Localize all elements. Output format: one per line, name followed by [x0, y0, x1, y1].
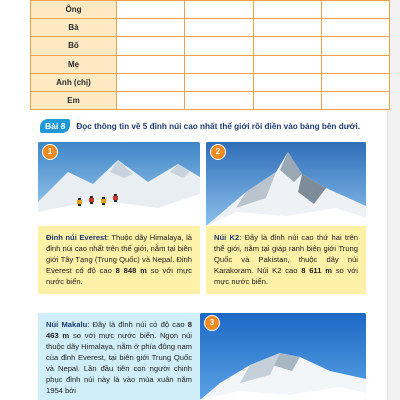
- answer-cell[interactable]: [321, 73, 389, 91]
- makalu-text-before: : Đây là đỉnh núi có độ cao: [87, 320, 188, 329]
- makalu-number-badge: 3: [204, 315, 220, 331]
- answer-cell[interactable]: [117, 73, 185, 91]
- answer-cell[interactable]: [185, 55, 253, 73]
- answer-cell[interactable]: [185, 73, 253, 91]
- answer-cell[interactable]: [117, 1, 185, 19]
- k2-name: Núi K2: [214, 233, 240, 242]
- everest-text-after: so với mực nước biển.: [46, 266, 192, 286]
- family-member-label: Ông: [31, 1, 117, 19]
- k2-description: [206, 226, 366, 294]
- exercise-heading: [40, 118, 390, 134]
- answer-cell[interactable]: [117, 19, 185, 37]
- answer-cell[interactable]: [321, 91, 389, 109]
- everest-description: [38, 226, 200, 294]
- answer-cell[interactable]: [253, 91, 321, 109]
- answer-cell[interactable]: [185, 37, 253, 55]
- answer-cell[interactable]: [253, 19, 321, 37]
- answer-cell[interactable]: [321, 55, 389, 73]
- family-table-row: [31, 73, 390, 91]
- makalu-photo: [200, 313, 366, 400]
- k2-photo: [206, 142, 366, 226]
- family-member-label: Bố: [31, 37, 117, 55]
- makalu-name: Núi Makalu: [46, 320, 88, 329]
- everest-number-badge: 1: [42, 144, 58, 160]
- family-member-label: Bà: [31, 19, 117, 37]
- answer-cell[interactable]: [253, 55, 321, 73]
- everest-height: 8 848 m: [115, 266, 147, 275]
- makalu-description: [38, 313, 200, 400]
- answer-cell[interactable]: [253, 37, 321, 55]
- answer-cell[interactable]: [253, 1, 321, 19]
- exercise-instruction: Đọc thông tin về 5 đỉnh núi cao nhất thế giới rồi điền vào bảng bên dưới.: [76, 121, 361, 131]
- everest-name: Đỉnh núi Everest: [46, 233, 107, 242]
- answer-cell[interactable]: [253, 73, 321, 91]
- makalu-height: 8 463 m: [46, 320, 193, 340]
- everest-text-before: : Thuộc dãy Himalaya, là đỉnh núi cao nhất trên thế giới, nằm tại biên giới Tây Tạng (Trung Quốc) và Nepal. Đỉnh Everest có độ cao: [46, 233, 193, 275]
- everest-photo: [38, 142, 200, 226]
- family-table-row: [31, 55, 390, 73]
- exercise-badge: Bài 8: [40, 119, 70, 133]
- k2-number-badge: 2: [210, 144, 226, 160]
- answer-cell[interactable]: [117, 37, 185, 55]
- family-member-label: Em: [31, 91, 117, 109]
- k2-text-before: : Đây là đỉnh núi cao thứ hai trên thế giới, nằm tại giáp ranh biên giới Trung Quốc và Pakistan, thuộc dãy núi Karakoram. Núi K2 cao: [214, 233, 358, 275]
- k2-height: 8 611 m: [301, 266, 332, 275]
- answer-cell[interactable]: [117, 91, 185, 109]
- answer-cell[interactable]: [185, 91, 253, 109]
- family-table-row: [31, 1, 390, 19]
- family-table-row: [31, 91, 390, 109]
- answer-cell[interactable]: [117, 55, 185, 73]
- family-member-label: Mẹ: [31, 55, 117, 73]
- family-table: [30, 0, 390, 110]
- answer-cell[interactable]: [321, 1, 389, 19]
- makalu-text-after: so với mực nước biển. Ngọn núi thuộc dãy Himalaya, nằm ở phía đông nam của đỉnh Everest, tại biên giới Trung Quốc và Nepal. Lần đầu tiên con người chinh phục đỉnh núi này là vào mùa xuân năm 1954 bởi: [46, 331, 192, 395]
- k2-text-after: so với mực nước biển.: [214, 266, 358, 286]
- family-member-label: Anh (chị): [31, 73, 117, 91]
- family-table-row: [31, 19, 390, 37]
- family-table-row: [31, 37, 390, 55]
- answer-cell[interactable]: [185, 1, 253, 19]
- answer-cell[interactable]: [321, 19, 389, 37]
- answer-cell[interactable]: [321, 37, 389, 55]
- answer-cell[interactable]: [185, 19, 253, 37]
